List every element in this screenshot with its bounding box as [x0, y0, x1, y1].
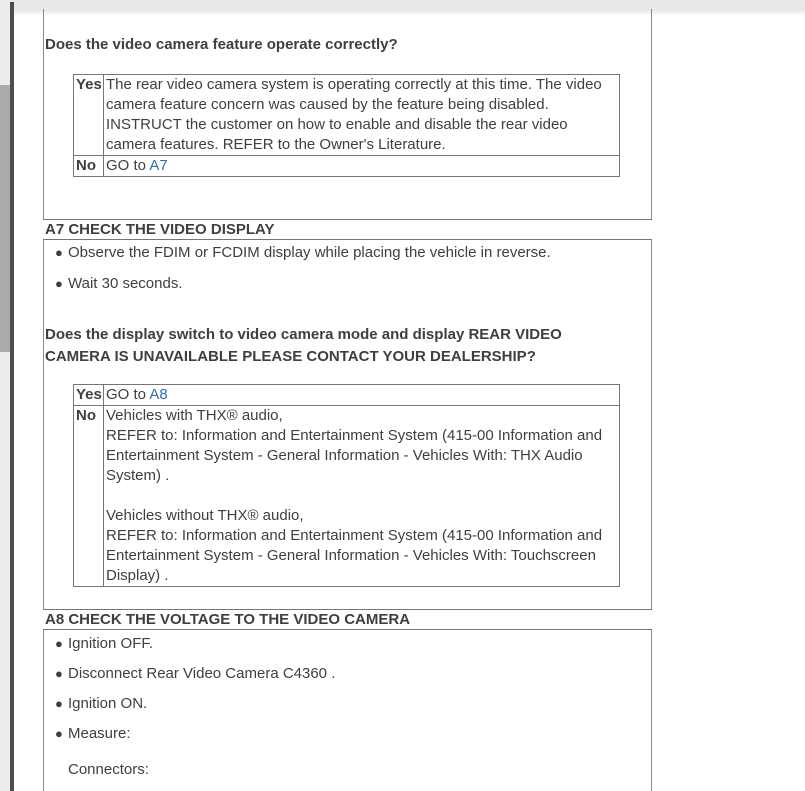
go-to-text: GO to [106, 386, 150, 403]
list-item [55, 636, 153, 651]
bullet-text: Wait 30 seconds. [68, 275, 183, 292]
connectors-label: Connectors: [68, 761, 149, 778]
bullet-text: Observe the FDIM or FCDIM display while placing the vehicle in reverse. [68, 244, 551, 261]
bullet-text: Disconnect Rear Video Camera C4360 . [68, 665, 336, 682]
list-item [55, 666, 335, 681]
table-row [74, 406, 620, 587]
step-header-a7: A7 CHECK THE VIDEO DISPLAY [43, 219, 652, 240]
content-left-border [43, 8, 44, 791]
bullet-icon: ● [55, 726, 63, 741]
list-item [55, 726, 131, 741]
instruction-line: Vehicles without THX® audio, [106, 507, 304, 524]
left-scrollbar-thumb[interactable] [0, 85, 10, 352]
table-row [74, 385, 620, 406]
instruction-line [106, 486, 617, 506]
bullet-text: Ignition OFF. [68, 635, 154, 652]
bullet-text: Ignition ON. [68, 695, 148, 712]
go-to-text: GO to [106, 157, 150, 174]
toolbar-shadow [0, 9, 805, 16]
yes-label: Yes [74, 385, 104, 406]
pane-divider [10, 2, 14, 791]
step-link-a7[interactable]: A7 [149, 157, 168, 174]
step-link-a8[interactable]: A8 [149, 386, 168, 403]
no-label: No [74, 156, 104, 177]
bullet-icon: ● [55, 666, 63, 681]
bullet-icon: ● [55, 245, 63, 260]
instruction-line: Vehicles with THX® audio, [106, 407, 283, 424]
step-header-a8: A8 CHECK THE VOLTAGE TO THE VIDEO CAMERA [43, 609, 652, 630]
question-heading: Does the display switch to video camera mode and display REAR VIDEO CAMERA IS UNAVAILABLE PLEASE CONTACT YOUR DEALERSHIP? [45, 326, 562, 365]
bullet-icon: ● [55, 276, 63, 291]
no-instruction [104, 156, 620, 177]
table-row [74, 75, 620, 156]
bullet-icon: ● [55, 636, 63, 651]
yes-no-table [73, 74, 620, 177]
list-item [55, 696, 147, 711]
question-heading: Does the video camera feature operate correctly? [45, 36, 398, 53]
yes-instruction: The rear video camera system is operating correctly at this time. The video camera feature concern was caused by the feature being disabled. INSTRUCT the customer on how to enable and disable the rear video camera features. REFER to the Owner's Literature. [104, 75, 620, 156]
bullet-text: Measure: [68, 725, 131, 742]
no-instruction [104, 406, 620, 587]
yes-instruction [104, 385, 620, 406]
content-right-border [651, 8, 652, 791]
toolbar-edge [0, 0, 805, 9]
list-item [55, 276, 183, 291]
yes-no-table [73, 384, 620, 587]
instruction-line: REFER to: Information and Entertainment System (415-00 Information and Entertainment System - General Information - Vehicles With: Touchscreen Display) . [106, 527, 603, 584]
bullet-icon: ● [55, 696, 63, 711]
list-item [55, 245, 551, 260]
instruction-line: REFER to: Information and Entertainment System (415-00 Information and Entertainment System - General Information - Vehicles With: THX Audio System) . [106, 427, 603, 484]
yes-label: Yes [74, 75, 104, 156]
table-row [74, 156, 620, 177]
no-label: No [74, 406, 104, 587]
